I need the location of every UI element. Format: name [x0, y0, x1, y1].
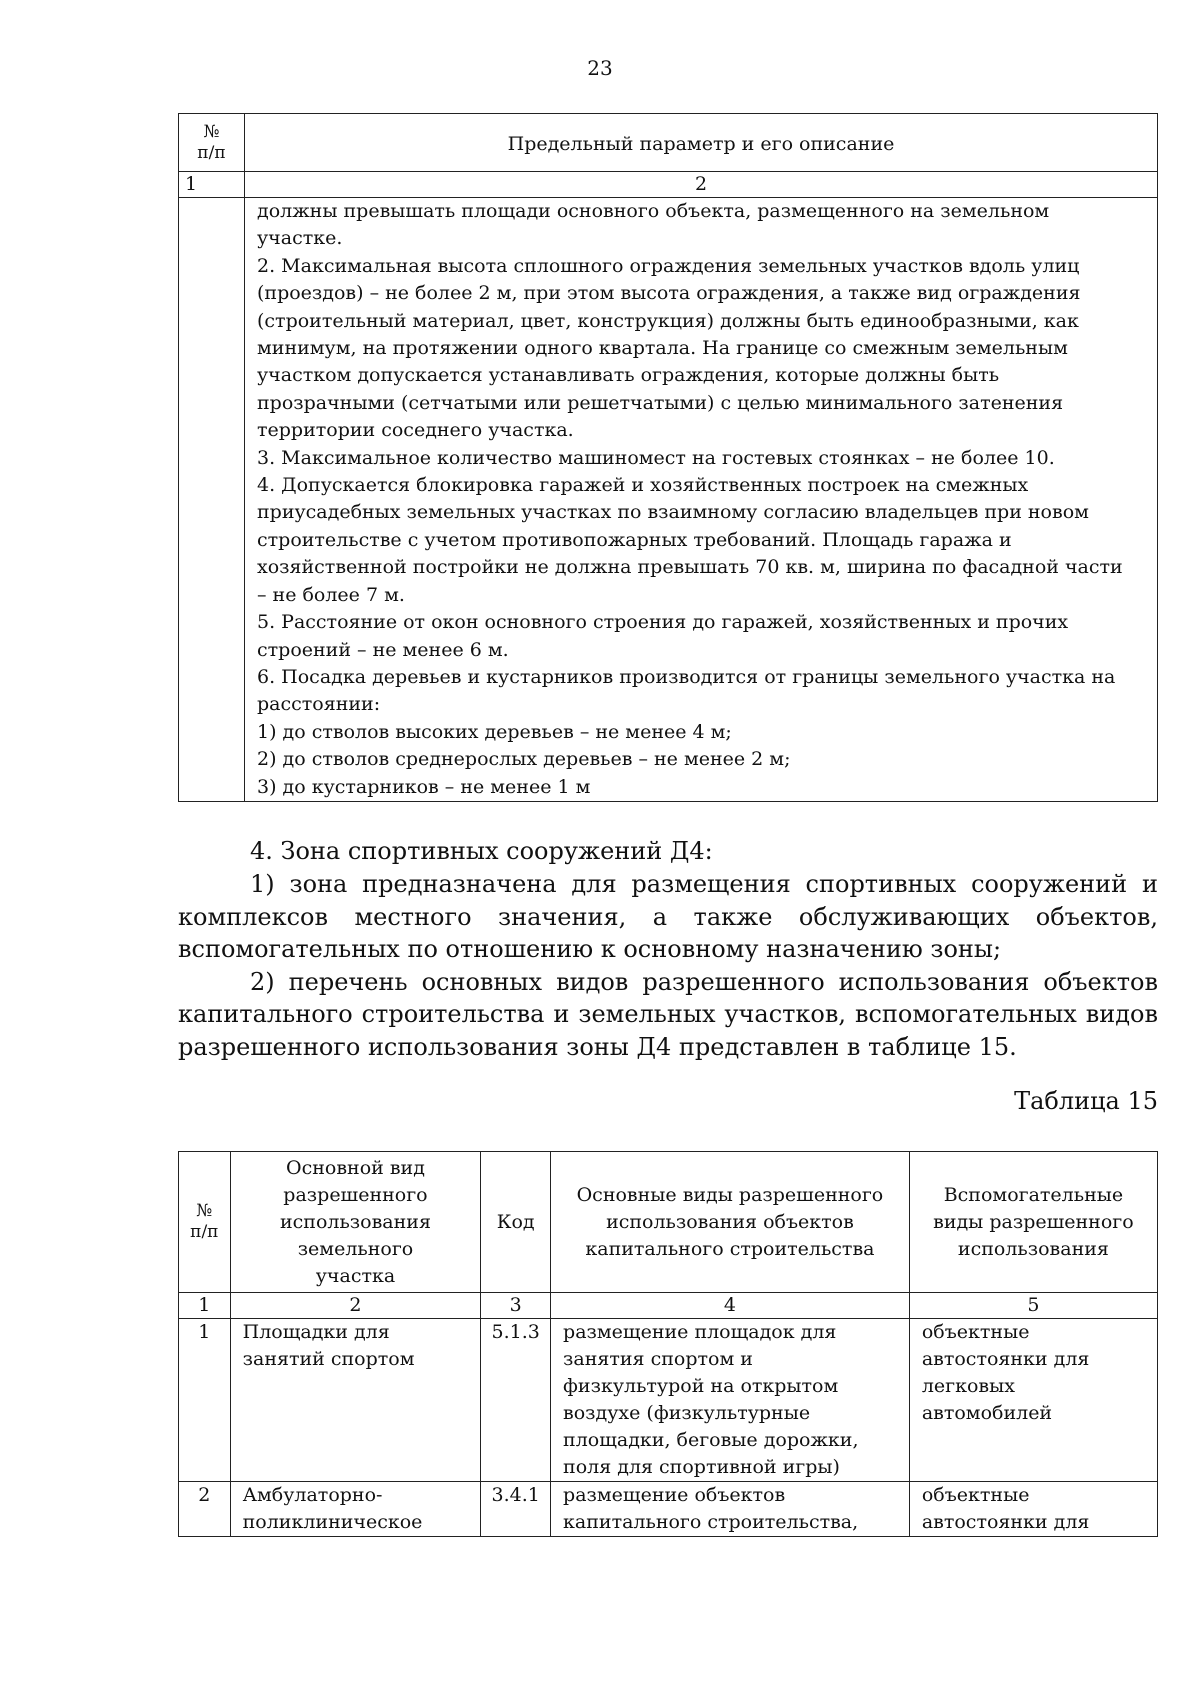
header-label: Основные виды разрешенного использования объектов капитального строительства — [576, 1183, 884, 1260]
description-line: расстоянии: — [257, 693, 381, 716]
header-label: Основной вид разрешенного использования земельного участка — [279, 1156, 431, 1287]
header-label: № п/п — [190, 1201, 219, 1242]
land-use-table — [178, 1151, 1158, 1537]
table-label: Таблица 15 — [1014, 1087, 1158, 1115]
description-line: 4. Допускается блокировка гаражей и хозяйственных построек на смежных — [257, 474, 1029, 497]
aux-use-cell — [909, 1319, 1157, 1482]
description-cell — [245, 198, 1158, 802]
main-use-text: размещение площадок для занятия спортом и физкультурой на открытом воздухе (физкультурные площадки, беговые дорожки, поля для спортивной игры) — [563, 1321, 859, 1478]
land-use-type-cell — [230, 1482, 481, 1537]
numbering-cell: 3 — [481, 1293, 551, 1319]
numbering-cell: 1 — [179, 172, 245, 198]
description-line: строительстве с учетом противопожарных требований. Площадь гаража и — [257, 528, 1012, 551]
description-line: 5. Расстояние от окон основного строения до гаражей, хозяйственных и прочих — [257, 611, 1069, 634]
section-body — [178, 868, 1158, 1063]
description-line: – не более 7 м. — [257, 583, 405, 606]
description-line: хозяйственной постройки не должна превышать 70 кв. м, ширина по фасадной части — [257, 556, 1123, 579]
description-line: (проездов) – не более 2 м, при этом высота ограждения, а также вид ограждения — [257, 282, 1081, 305]
land-use-type: Площадки для занятий спортом — [242, 1321, 415, 1370]
limits-table — [178, 113, 1158, 802]
header-cell — [909, 1152, 1157, 1293]
header-label: Код — [496, 1210, 535, 1233]
description-line: минимум, на протяжении одного квартала. На границе со смежным земельным — [257, 337, 1068, 360]
description-line: 2. Максимальная высота сплошного ограждения земельных участков вдоль улиц — [257, 254, 1080, 277]
land-use-type-cell — [230, 1319, 481, 1482]
description-line: (строительный материал, цвет, конструкция) должны быть единообразными, как — [257, 309, 1079, 332]
land-use-type: Амбулаторно- поликлиническое — [242, 1484, 423, 1533]
table-header-row — [179, 114, 1158, 172]
header-label: Вспомогательные виды разрешенного использования — [933, 1183, 1134, 1260]
description-line: 3. Максимальное количество машиномест на гостевых стоянках – не более 10. — [257, 446, 1055, 469]
row-number-cell: 2 — [179, 1482, 231, 1537]
numbering-cell: 5 — [909, 1293, 1157, 1319]
page-number: 23 — [587, 56, 613, 80]
table-numbering-row — [179, 1293, 1158, 1319]
section-paragraph: 2) перечень основных видов разрешенного использования объектов капитального строительства и земельных участков, вспомогательных видов разрешенного использования зоны Д4 представлен в таблице 15. — [178, 967, 1158, 1061]
header-number-cell — [179, 114, 245, 172]
section-title: 4. Зона спортивных сооружений Д4: — [250, 837, 713, 865]
table-row — [179, 1319, 1158, 1482]
main-use-text: размещение объектов капитального строительства, — [563, 1484, 859, 1533]
table-header-row — [179, 1152, 1158, 1293]
header-cell — [230, 1152, 481, 1293]
aux-use-text: объектные автостоянки для легковых автомобилей — [921, 1321, 1090, 1424]
description-line: участке. — [257, 227, 343, 250]
description-line: прозрачными (сетчатыми или решетчатыми) с целью минимального затенения — [257, 391, 1064, 414]
code-cell: 5.1.3 — [481, 1319, 551, 1482]
description-line: 6. Посадка деревьев и кустарников производится от границы земельного участка на — [257, 665, 1116, 688]
description-line: приусадебных земельных участках по взаимному согласию владельцев при новом — [257, 501, 1089, 524]
description-line: 3) до кустарников – не менее 1 м — [257, 775, 591, 798]
main-use-cell — [551, 1319, 910, 1482]
numbering-cell: 4 — [551, 1293, 910, 1319]
code-cell: 3.4.1 — [481, 1482, 551, 1537]
table-row — [179, 198, 1158, 802]
header-cell — [481, 1152, 551, 1293]
header-description-label: Предельный параметр и его описание — [507, 132, 895, 155]
header-cell — [551, 1152, 910, 1293]
description-line: строений – не менее 6 м. — [257, 638, 509, 661]
row-number-cell: 1 — [179, 1319, 231, 1482]
description-line: 2) до стволов среднерослых деревьев – не менее 2 м; — [257, 748, 791, 771]
table-row — [179, 1482, 1158, 1537]
table-numbering-row — [179, 172, 1158, 198]
empty-number-cell — [179, 198, 245, 802]
section-paragraph: 1) зона предназначена для размещения спортивных сооружений и комплексов местного значения, а также обслуживающих объектов, вспомогательных по отношению к основному назначению зоны; — [178, 870, 1158, 963]
numbering-cell: 2 — [245, 172, 1158, 198]
description-line: должны превышать площади основного объекта, размещенного на земельном — [257, 200, 1050, 222]
aux-use-cell — [909, 1482, 1157, 1537]
header-cell — [179, 1152, 231, 1293]
numbering-cell: 1 — [179, 1293, 231, 1319]
description-line: территории соседнего участка. — [257, 419, 574, 442]
header-number-label: № п/п — [197, 121, 226, 163]
description-line: 1) до стволов высоких деревьев – не менее 4 м; — [257, 720, 732, 743]
numbering-cell: 2 — [230, 1293, 481, 1319]
description-line: участком допускается устанавливать ограждения, которые должны быть — [257, 364, 1000, 387]
header-description-cell — [245, 114, 1158, 172]
main-use-cell — [551, 1482, 910, 1537]
aux-use-text: объектные автостоянки для — [921, 1484, 1090, 1533]
